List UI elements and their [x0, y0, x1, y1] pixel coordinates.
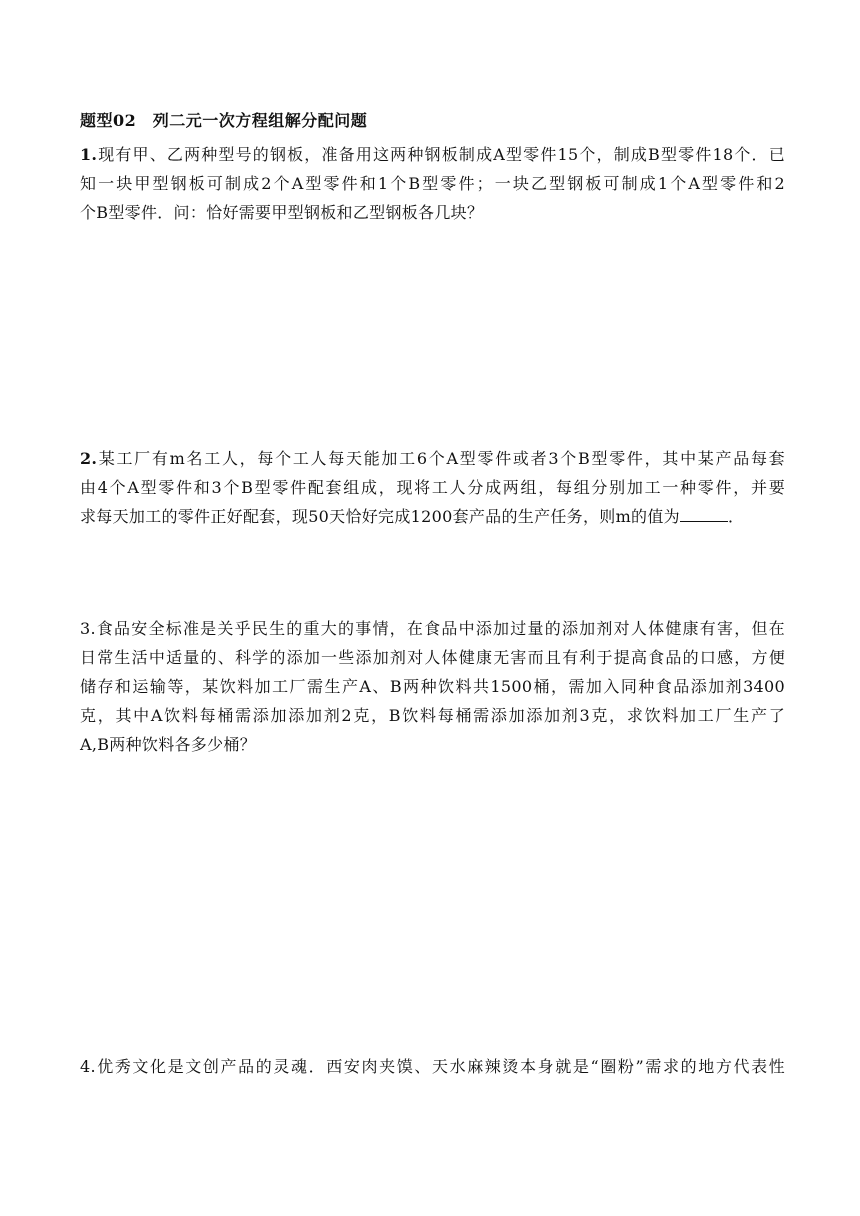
- problem-2: [80, 444, 785, 531]
- problem-text: 食品安全标准是关乎民生的重大的事情，在食品中添加过量的添加剂对人体健康有害，但在: [95, 619, 785, 638]
- problem-2-line-1: [80, 444, 785, 473]
- problem-4: [80, 1052, 785, 1081]
- problem-4-line-1: [80, 1052, 785, 1081]
- problem-3-line-5: A,B两种饮料各多少桶？: [80, 735, 256, 754]
- problem-1: [80, 140, 785, 227]
- problem-3-line-4: 克，其中A饮料每桶需添加添加剂2克，B饮料每桶需添加添加剂3克，求饮料加工厂生产了: [80, 706, 785, 725]
- problem-1-line-2: 知一块甲型钢板可制成2个A型零件和1个B型零件；一块乙型钢板可制成1个A型零件和2: [80, 174, 785, 193]
- problem-3-line-1: [80, 614, 785, 643]
- problem-2-line-2: 由4个A型零件和3个B型零件配套组成，现将工人分成两组，每组分别加工一种零件，并要: [80, 478, 785, 497]
- problem-text: 现有甲、乙两种型号的钢板，准备用这两种钢板制成A型零件15个，制成B型零件18个．已: [97, 145, 785, 164]
- problem-3-line-2: 日常生活中适量的、科学的添加一些添加剂对人体健康无害而且有利于提高食品的口感，方便: [80, 648, 785, 667]
- problem-number: 1.: [80, 145, 98, 164]
- problem-1-line-3: 个B型零件．问：恰好需要甲型钢板和乙型钢板各几块？: [80, 203, 484, 222]
- problem-number: 4.: [80, 1057, 96, 1076]
- problem-3-line-3: 储存和运输等，某饮料加工厂需生产A、B两种饮料共1500桶，需加入同种食品添加剂3400: [80, 677, 785, 696]
- answer-blank[interactable]: [680, 507, 728, 522]
- problem-number: 3.: [80, 619, 96, 638]
- problem-1-line-1: [80, 140, 785, 169]
- problem-text: 某工厂有m名工人，每个工人每天能加工6个A型零件或者3个B型零件，其中某产品每套: [97, 449, 785, 468]
- problem-number: 2.: [80, 449, 98, 468]
- section-title: 题型02 列二元一次方程组解分配问题: [80, 111, 368, 130]
- problem-3: [80, 614, 785, 759]
- problem-text-end: ．: [727, 507, 745, 526]
- problem-2-line-3: [80, 502, 785, 531]
- problem-text: 优秀文化是文创产品的灵魂．西安肉夹馍、天水麻辣烫本身就是“圈粉”需求的地方代表性: [95, 1057, 785, 1076]
- problem-text: 求每天加工的零件正好配套，现50天恰好完成1200套产品的生产任务，则m的值为: [80, 507, 680, 526]
